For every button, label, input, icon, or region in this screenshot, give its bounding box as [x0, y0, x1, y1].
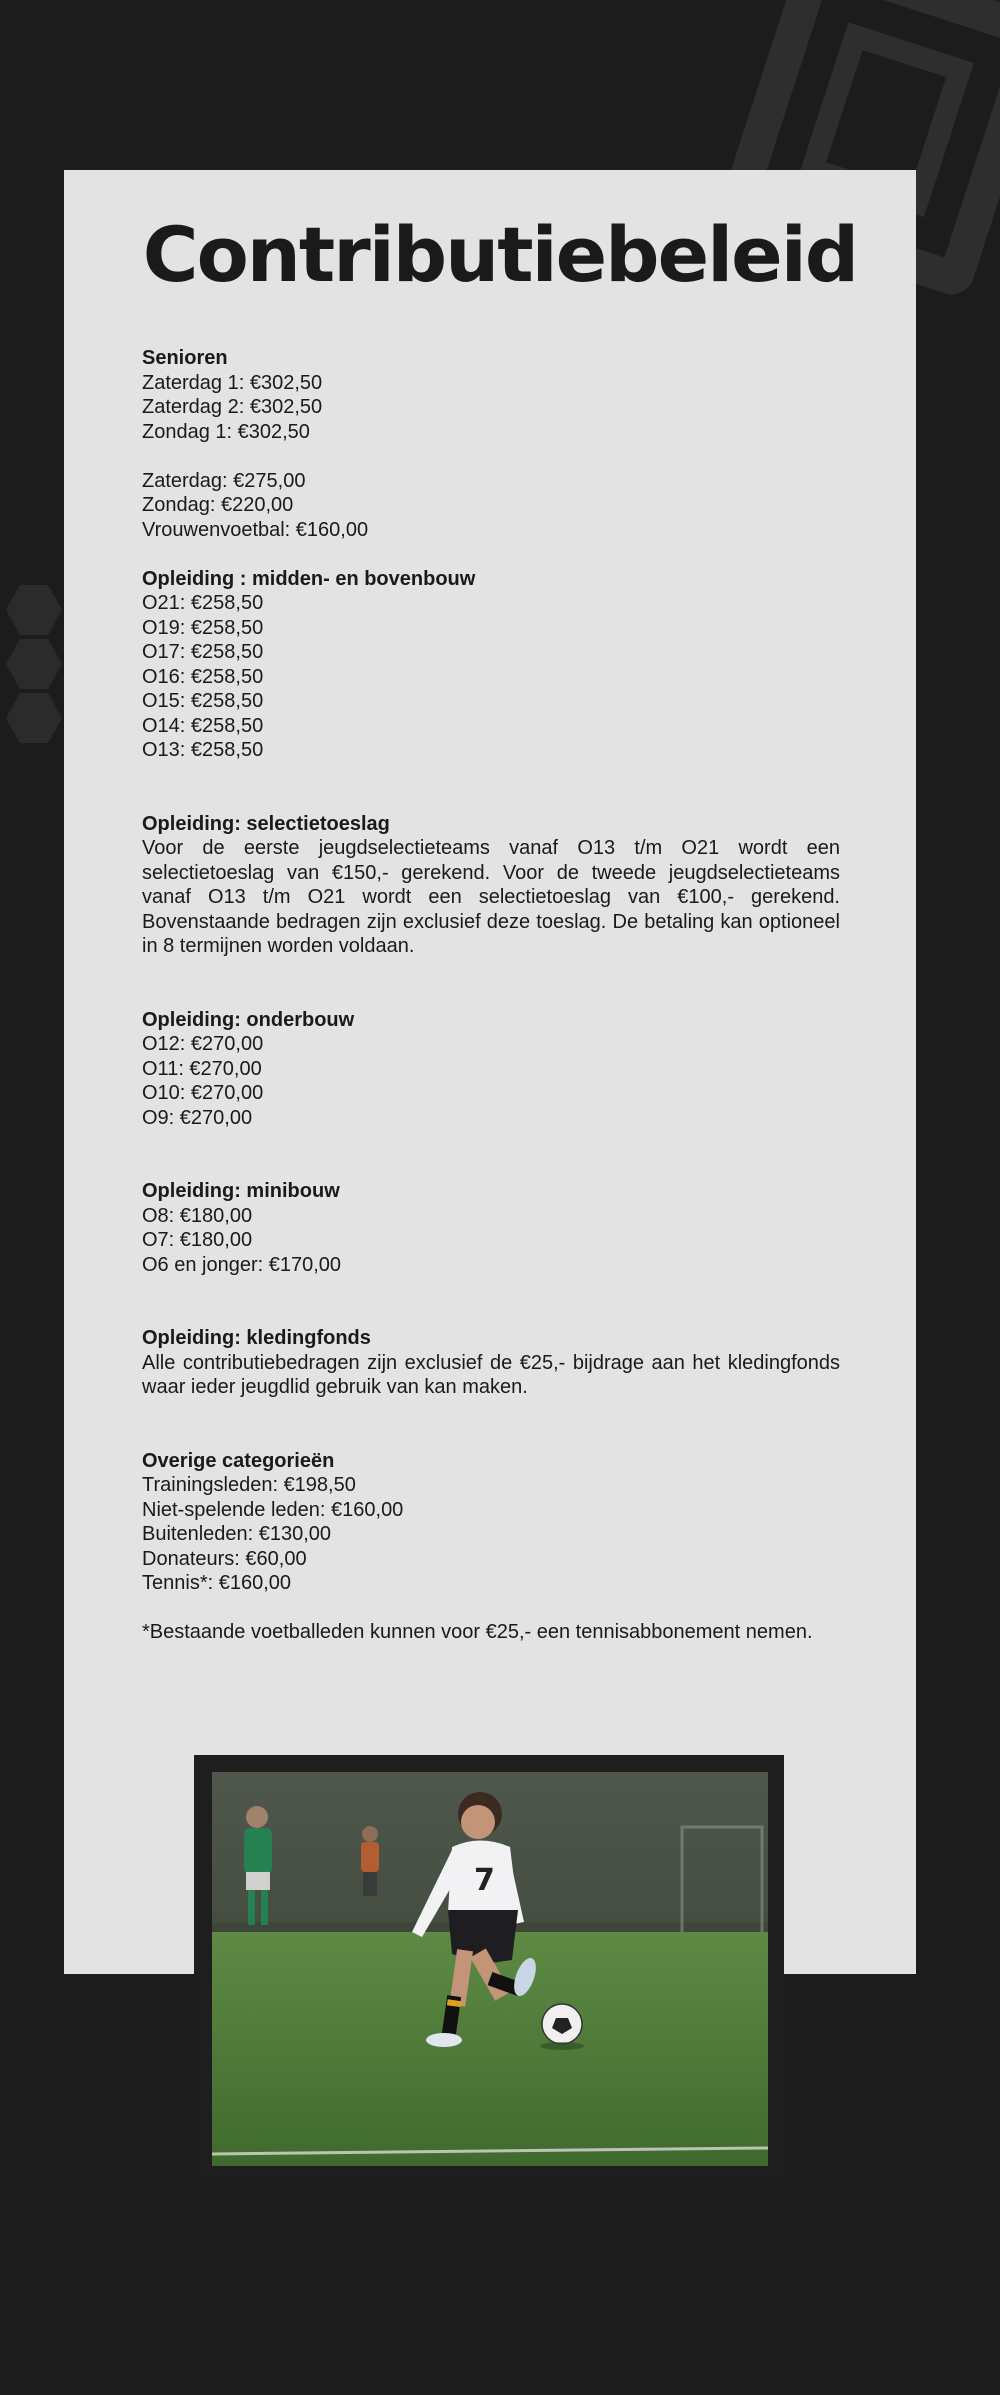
fee-line: Donateurs: €60,00: [142, 1547, 307, 1570]
fee-line: O11: €270,00: [142, 1057, 262, 1080]
section-selectietoeslag: [142, 812, 840, 959]
section-heading: Opleiding: kledingfonds: [142, 1327, 371, 1349]
section-minibouw: [142, 1179, 840, 1277]
section-overige: [142, 1449, 840, 1645]
fee-line: Niet-spelende leden: €160,00: [142, 1498, 404, 1521]
fee-line: O14: €258,50: [142, 714, 264, 737]
fee-line: O12: €270,00: [142, 1033, 264, 1055]
fee-line: O7: €180,00: [142, 1229, 253, 1251]
football-scene-image: [212, 1772, 768, 2166]
fee-line: Trainingsleden: €198,50: [142, 1474, 356, 1496]
section-heading: Opleiding: selectietoeslag: [142, 812, 390, 835]
section-heading: Overige categorieën: [142, 1449, 335, 1472]
fee-line: Zondag 1: €302,50: [142, 420, 310, 443]
fee-line: Vrouwenvoetbal: €160,00: [142, 518, 369, 541]
fee-line: Zaterdag 1: €302,50: [142, 371, 323, 394]
fee-line: O21: €258,50: [142, 592, 264, 614]
section-heading: Opleiding : midden- en bovenbouw: [142, 567, 476, 590]
section-heading: Opleiding: onderbouw: [142, 1008, 355, 1031]
photo-frame: [194, 1755, 784, 2175]
section-senioren: [142, 346, 840, 542]
footnote: *Bestaande voetballeden kunnen voor €25,- een tennisabbonement nemen.: [142, 1621, 813, 1643]
page-title: Contributiebeleid: [142, 210, 858, 299]
soccer-ball-pattern-icon: [0, 575, 70, 745]
fee-line: O19: €258,50: [142, 616, 264, 639]
fee-line: O16: €258,50: [142, 665, 264, 688]
fee-line: O8: €180,00: [142, 1204, 253, 1227]
section-heading: Senioren: [142, 347, 228, 369]
youth-player-photo: [212, 1772, 768, 2166]
fee-line: O6 en jonger: €170,00: [142, 1253, 342, 1276]
section-text: Voor de eerste jeugdselectieteams vanaf O13 t/m O21 wordt een selectietoeslag van €150,- gerekend. Voor de tweede jeugdselectieteams vanaf O13 t/m O21 wordt een selectietoeslag van €100,- gerekend. Bovenstaande bedragen zijn exclusief deze toeslag. De betaling kan optioneel in 8 termijnen worden voldaan.: [142, 837, 840, 957]
fee-line: Buitenleden: €130,00: [142, 1523, 332, 1545]
fee-line: O15: €258,50: [142, 690, 264, 712]
fee-line: O10: €270,00: [142, 1082, 264, 1104]
section-heading: Opleiding: minibouw: [142, 1180, 340, 1202]
contribution-list: [142, 346, 840, 1645]
jersey-number: 7: [474, 1863, 495, 1898]
fee-line: O17: €258,50: [142, 641, 264, 663]
section-onderbouw: [142, 1008, 840, 1131]
section-text: Alle contributiebedragen zijn exclusief de €25,- bijdrage aan het kledingfonds waar ieder jeugdlid gebruik van kan maken.: [142, 1351, 840, 1398]
section-opleiding-midden: [142, 567, 840, 763]
fee-line: O9: €270,00: [142, 1106, 253, 1129]
fee-line: Zaterdag: €275,00: [142, 469, 306, 492]
section-kledingfonds: [142, 1326, 840, 1400]
fee-line: Zaterdag 2: €302,50: [142, 396, 323, 418]
fee-line: O13: €258,50: [142, 739, 264, 761]
fee-line: Tennis*: €160,00: [142, 1572, 292, 1594]
fee-line: Zondag: €220,00: [142, 494, 294, 516]
